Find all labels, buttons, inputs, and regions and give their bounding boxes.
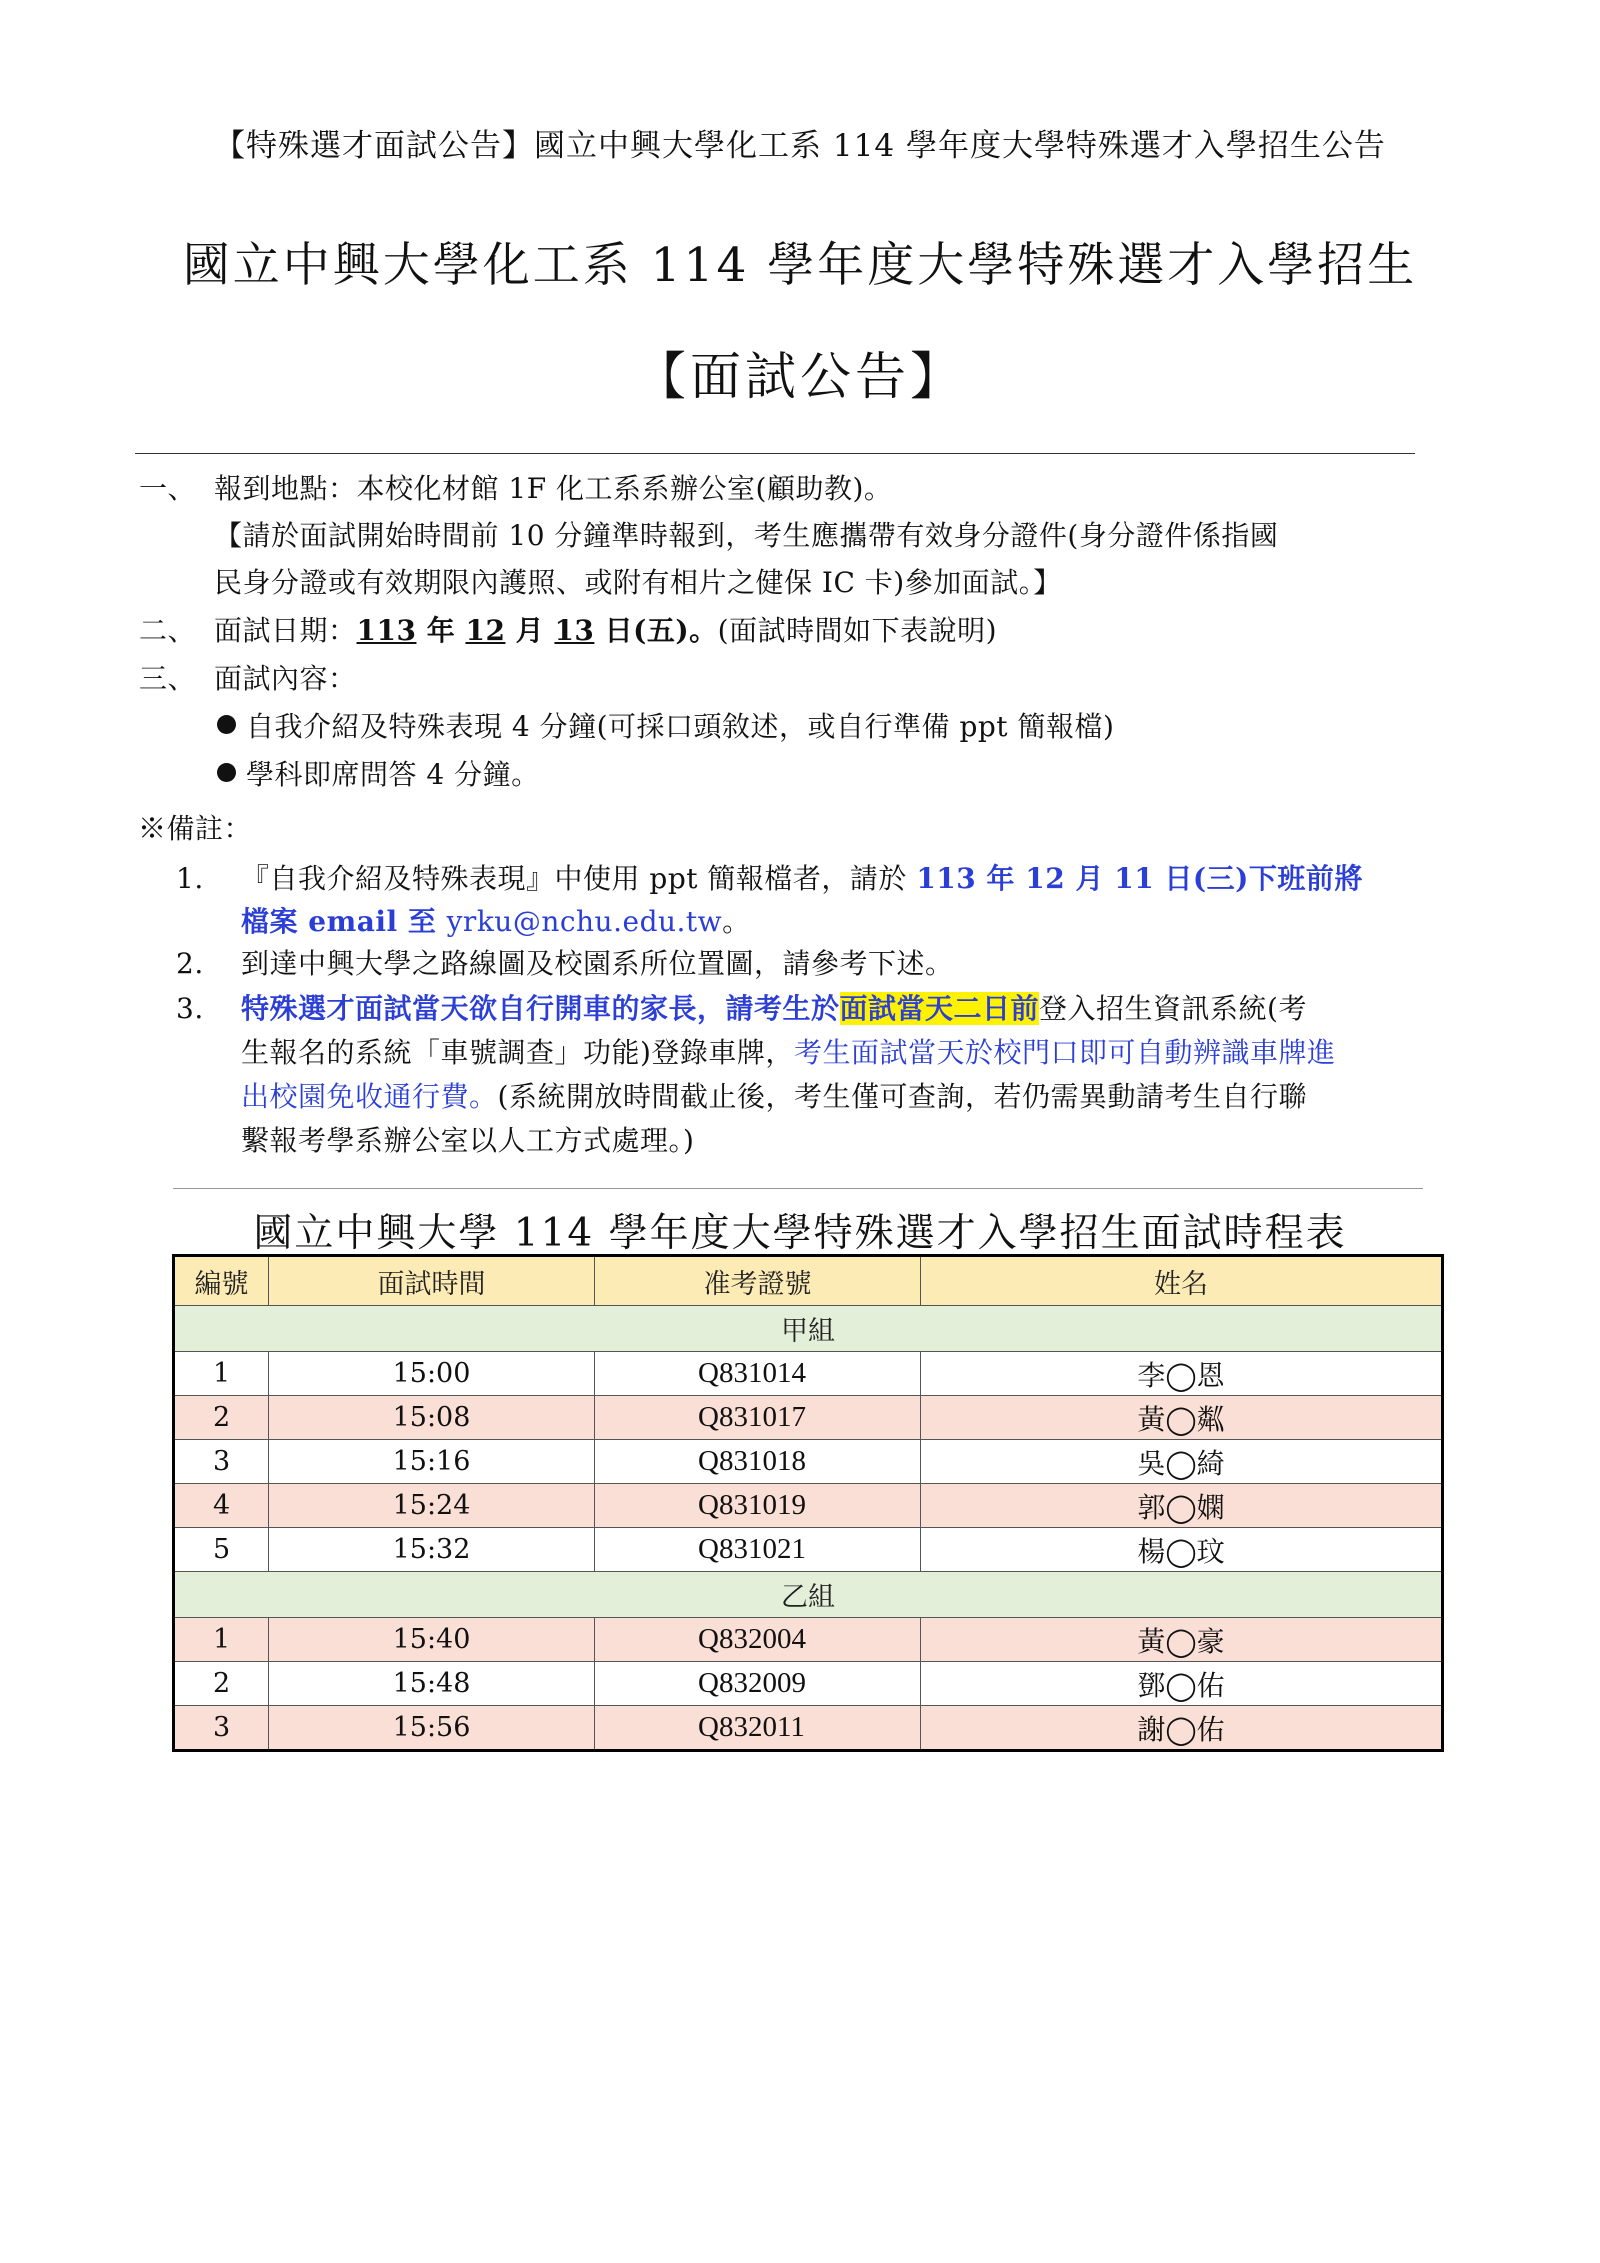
interview-date-label: 面試日期： xyxy=(214,614,357,647)
table-row xyxy=(174,1396,1443,1440)
note-1-email-label: 檔案 email 至 xyxy=(241,905,447,938)
notes-heading: ※備註： xyxy=(138,812,253,845)
page-subtitle: 【面試公告】 xyxy=(634,348,965,407)
cell-name: 吳◯綺 xyxy=(921,1440,1443,1484)
cell-number: 2 xyxy=(174,1662,269,1706)
note-1-number: 1. xyxy=(176,862,204,895)
note-3-system: 生報名的系統「車號調查」功能)登錄車牌， xyxy=(241,1036,794,1069)
note-3-auto-plate: 考生面試當天於校門口即可自動辨識車牌進 xyxy=(793,1036,1336,1069)
section-1-note-line2: 民身分證或有效期限內護照、或附有相片之健保 IC 卡)參加面試。】 xyxy=(214,566,1062,599)
group-row xyxy=(174,1306,1443,1352)
section-1-text: 報到地點：本校化材館 1F 化工系系辦公室(顧助教)。 xyxy=(214,472,893,505)
column-header: 面試時間 xyxy=(269,1256,595,1306)
interview-date-month: 12 xyxy=(465,614,506,647)
header-top-line: 【特殊選才面試公告】國立中興大學化工系 114 學年度大學特殊選才入學招生公告 xyxy=(214,128,1386,164)
cell-name: 謝◯佑 xyxy=(921,1706,1443,1751)
note-2-number: 2. xyxy=(176,947,204,980)
schedule-title: 國立中興大學 114 學年度大學特殊選才入學招生面試時程表 xyxy=(253,1211,1347,1256)
cell-time: 15:16 xyxy=(269,1440,595,1484)
section-2-number: 二、 xyxy=(139,614,197,647)
note-1-text: 『自我介紹及特殊表現』中使用 ppt 簡報檔者，請於 xyxy=(241,862,917,895)
group-row xyxy=(174,1572,1443,1618)
interview-date-note: (面試時間如下表說明) xyxy=(717,614,998,647)
group-a-label: 甲組 xyxy=(174,1306,1443,1352)
note-3-number: 3. xyxy=(176,992,204,1025)
page-title: 國立中興大學化工系 114 學年度大學特殊選才入學招生 xyxy=(182,238,1418,293)
column-header: 姓名 xyxy=(921,1256,1443,1306)
interview-date-day-unit: 日(五)。 xyxy=(594,614,718,647)
cell-exam-id: Q831014 xyxy=(595,1352,921,1396)
cell-time: 15:56 xyxy=(269,1706,595,1751)
note-1-line1 xyxy=(241,855,1363,902)
table-row xyxy=(174,1662,1443,1706)
cell-exam-id: Q831017 xyxy=(595,1396,921,1440)
divider xyxy=(135,453,1415,454)
note-3-line3 xyxy=(241,1073,1307,1120)
cell-time: 15:32 xyxy=(269,1528,595,1572)
cell-time: 15:48 xyxy=(269,1662,595,1706)
note-3-free-pass: 出校園免收通行費。 xyxy=(241,1080,498,1113)
cell-exam-id: Q832009 xyxy=(595,1662,921,1706)
cell-exam-id: Q831019 xyxy=(595,1484,921,1528)
interview-date-year: 113 xyxy=(356,614,417,647)
table-header-row xyxy=(174,1256,1443,1306)
cell-name: 黃◯粼 xyxy=(921,1396,1443,1440)
cell-name: 黃◯豪 xyxy=(921,1618,1443,1662)
cell-time: 15:24 xyxy=(269,1484,595,1528)
cell-name: 李◯恩 xyxy=(921,1352,1443,1396)
interview-date-month-unit: 月 xyxy=(505,614,555,647)
cell-number: 4 xyxy=(174,1484,269,1528)
note-3-line2 xyxy=(241,1029,1335,1076)
email-link[interactable]: yrku@nchu.edu.tw xyxy=(446,905,723,938)
section-3-text: 面試內容： xyxy=(214,662,357,695)
cell-number: 1 xyxy=(174,1618,269,1662)
note-3-line4: 繫報考學系辦公室以人工方式處理。) xyxy=(241,1124,695,1157)
cell-time: 15:08 xyxy=(269,1396,595,1440)
schedule-table xyxy=(172,1254,1444,1752)
column-header: 編號 xyxy=(174,1256,269,1306)
cell-number: 5 xyxy=(174,1528,269,1572)
interview-date-day: 13 xyxy=(554,614,595,647)
note-3-deadline-note: (系統開放時間截止後，考生僅可查詢，若仍需異動請考生自行聯 xyxy=(497,1080,1307,1113)
cell-name: 楊◯玟 xyxy=(921,1528,1443,1572)
note-3-line1 xyxy=(241,985,1307,1032)
table-row xyxy=(174,1440,1443,1484)
note-2-text: 到達中興大學之路線圖及校園系所位置圖，請參考下述。 xyxy=(241,947,954,980)
cell-exam-id: Q832011 xyxy=(595,1706,921,1751)
cell-time: 15:00 xyxy=(269,1352,595,1396)
table-row xyxy=(174,1528,1443,1572)
cell-exam-id: Q832004 xyxy=(595,1618,921,1662)
section-3-number: 三、 xyxy=(139,662,197,695)
section-1-note-line1: 【請於面試開始時間前 10 分鐘準時報到，考生應攜帶有效身分證件(身分證件係指國 xyxy=(214,519,1279,552)
note-1-deadline: 113 年 12 月 11 日(三)下班前將 xyxy=(916,862,1363,895)
table-row xyxy=(174,1484,1443,1528)
table-row xyxy=(174,1352,1443,1396)
cell-name: 鄧◯佑 xyxy=(921,1662,1443,1706)
table-row xyxy=(174,1618,1443,1662)
cell-exam-id: Q831018 xyxy=(595,1440,921,1484)
table-row xyxy=(174,1706,1443,1751)
cell-number: 2 xyxy=(174,1396,269,1440)
bullet-dot-icon xyxy=(217,763,236,782)
group-b-label: 乙組 xyxy=(174,1572,1443,1618)
interview-date-year-unit: 年 xyxy=(416,614,466,647)
cell-name: 郭◯嫻 xyxy=(921,1484,1443,1528)
bullet-dot-icon xyxy=(217,715,236,734)
bullet-item xyxy=(217,703,1114,750)
note-3-highlight: 面試當天二日前 xyxy=(839,992,1040,1025)
note-1-end: 。 xyxy=(722,905,751,938)
bullet-text: 自我介紹及特殊表現 4 分鐘(可採口頭敘述，或自行準備 ppt 簡報檔) xyxy=(246,710,1115,743)
bullet-text: 學科即席問答 4 分鐘。 xyxy=(246,758,540,791)
note-3-parents: 特殊選才面試當天欲自行開車的家長，請考生於 xyxy=(241,992,840,1025)
column-header: 准考證號 xyxy=(595,1256,921,1306)
cell-time: 15:40 xyxy=(269,1618,595,1662)
cell-number: 1 xyxy=(174,1352,269,1396)
cell-exam-id: Q831021 xyxy=(595,1528,921,1572)
section-1-number: 一、 xyxy=(139,472,197,505)
bullet-item xyxy=(217,751,540,798)
divider xyxy=(173,1188,1423,1189)
cell-number: 3 xyxy=(174,1440,269,1484)
note-3-login: 登入招生資訊系統(考 xyxy=(1039,992,1307,1025)
note-1-line2 xyxy=(241,898,751,945)
section-2-text xyxy=(214,607,997,654)
cell-number: 3 xyxy=(174,1706,269,1751)
